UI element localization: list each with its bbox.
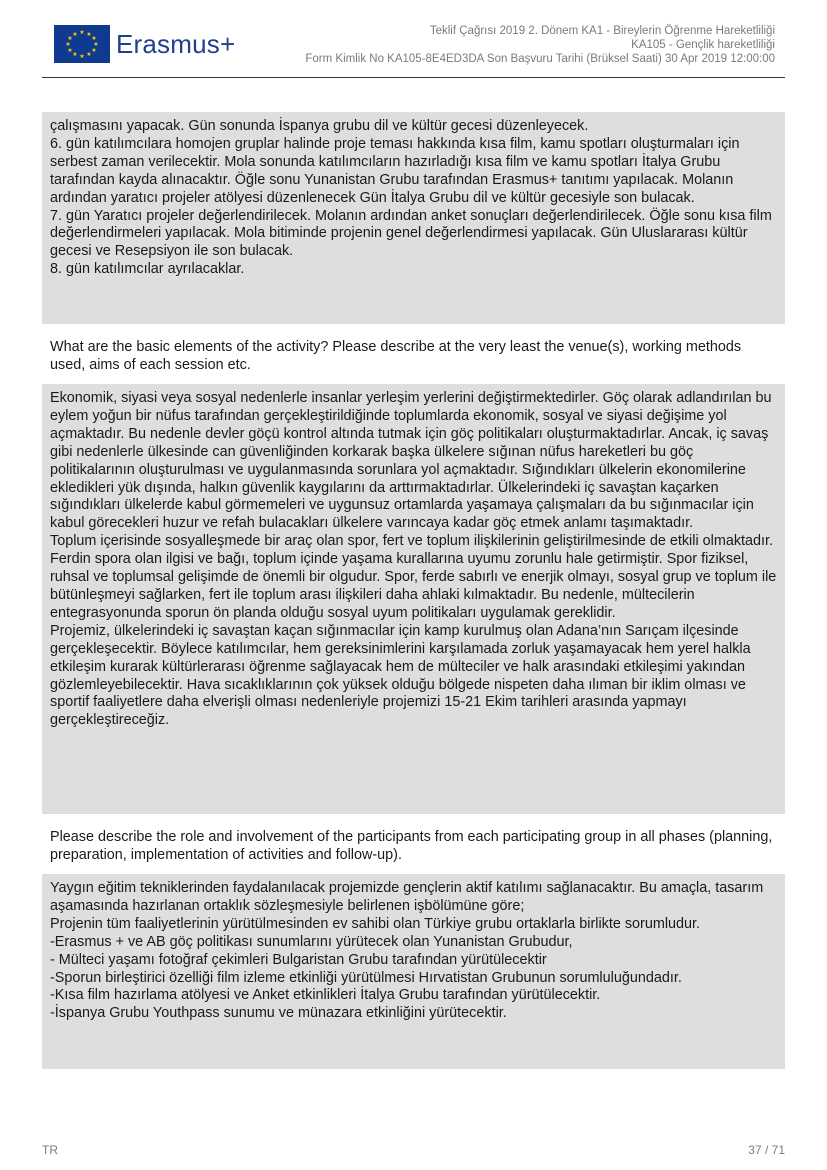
svg-text:★: ★ [93,41,99,48]
erasmus-logo [54,24,235,64]
page-number: 37 / 71 [748,1143,785,1157]
action-type: KA105 - Gençlik hareketliliği [631,39,775,51]
answer-paragraph: 6. gün katılımcılara homojen gruplar halinde proje teması hakkında kısa film, kamu spotları oluşturmaları için serbest zaman verilecektir. Mola sonunda katılımcıların hazırladığı kısa film ve kamu spotları İtalya Grubu tarafından kayda alınacaktır. Öğle sonu Yunanistan Grubu tarafından Erasmus+ tanıtımı yapılacak. Molanın ardından yaratıcı projeler atölyesi düzenlenecek Gün İtalya Grubu dil ve kültür gecesiyle son bulacak. [50,135,740,206]
answer-paragraph: 7. gün Yaratıcı projeler değerlendirilecek. Molanın ardından anket sonuçları değerlendirilecek. Öğle sonu kısa film değerlendirmeleri yapılacak. Mola bitiminde projenin genel değerlendirmesi yapılacak. Gün Uluslararası kültür gecesi ve Resepsiyon ile son bulacak. [50,207,772,260]
answer-paragraph: 8. gün katılımcılar ayrılacaklar. [50,261,245,278]
answer-box-activity-elements [42,384,785,814]
question-activity-elements [42,333,785,381]
answer-paragraph: Yaygın eğitim tekniklerinden faydalanılacak projemizde gençlerin aktif katılımı sağlanacaktır. Bu amaçla, tasarım aşamasında hazırlanan ortaklık sözleşmesiyle belirlenen işbölümüne göre; [50,880,764,914]
answer-paragraph: Toplum içerisinde sosyalleşmede bir araç olan spor, fert ve toplum ilişkilerinin geliştirilmesinde de etkili olmaktadır. Ferdin spora olan ilgisi ve bağı, toplum içinde yaşama kurallarına uyumu zorunlu hale getirmiştir. Spor fiziksel, ruhsal ve toplumsal gelişimde de önemli bir olgudur. Spor, ferde sabırlı ve enerjik olmayı, sosyal grup ve toplum ile bütünleşmeyi sağlarken, fert ile toplum arası ilişkileri daha ahlaki kılmaktadır. Bu nedenle, mültecilerin entegrasyonunda sporun ön planda olduğu sosyal uyum politikaları uygulamak gereklidir. [50,533,777,621]
svg-text:★: ★ [91,35,97,42]
answer-paragraph: Projenin tüm faaliyetlerinin yürütülmesinden ev sahibi olan Türkiye grubu ortaklarla birlikte sorumludur. [50,915,701,932]
svg-text:★: ★ [79,29,85,36]
answer-paragraph: -Erasmus + ve AB göç politikası sunumlarını yürütecek olan Yunanistan Grubudur, [50,933,573,950]
answer-paragraph: -Sporun birleştirici özelliği film izleme etkinliği yürütülmesi Hırvatistan Grubunun sorumluluğundadır. [50,969,682,986]
answer-paragraph: -İspanya Grubu Youthpass sunumu ve münazara etkinliğini yürütecektir. [50,1005,507,1022]
svg-text:★: ★ [67,35,73,42]
question-participant-roles [42,823,785,871]
svg-text:★: ★ [79,53,85,60]
call-info [305,24,775,66]
question-text: What are the basic elements of the activity? Please describe at the very least the venue(s), working methods used, aims of each session etc. [50,339,742,373]
form-id-deadline: Form Kimlik No KA105-8E4ED3DA Son Başvuru Tarihi (Brüksel Saati) 30 Apr 2019 12:00:00 [305,53,775,65]
answer-paragraph: Projemiz, ülkelerindeki iç savaştan kaçan sığınmacılar için kamp kurulmuş olan Adana’nın Sarıçam ilçesinde gerçekleşecektir. Böylece katılımcılar, hem gereksinimlerini karşılamada zorluk yaşamayacak hem yerel halkla etkileşim kurarak kültürlerarası öğrenme sağlayacak hem de mülteciler ve halk arasındaki etkileşimi yakından gözlemleyebilecektir. Hava sıcaklıklarının çok yüksek olduğu bölgede nispeten daha ılıman bir iklim olması ve sportif faaliyetlere daha elverişli olması nedenleriyle projemizi 15-21 Ekim tarihleri arasında yapmayı gerçekleştireceğiz. [50,622,751,729]
footer-language: TR [42,1143,58,1157]
svg-text:★: ★ [72,31,78,38]
page-header [42,0,785,78]
svg-text:★: ★ [86,51,92,58]
question-text: Please describe the role and involvement of the participants from each participating group in all phases (planning, preparation, implementation of activities and follow-up). [50,829,773,863]
answer-paragraph: Ekonomik, siyasi veya sosyal nedenlerle insanlar yerleşim yerlerini değiştirmektedirler. Göç olarak adlandırılan bu eylem yoğun bir nüfus tarafından gerçekleştirildiğinde toplumlarda ekonomik, sosyal ve siyasi değişime yol açmaktadır. Bu nedenle devler göçü kontrol altında tutmak için göç politikaları oluşturmaktadırlar. Ancak, iç savaş gibi nedenlerle ülkesinde can güvenliğinden korkarak başka ülkelere sığınan nüfus hareketleri bu göç politikalarının oluşturulması ve uygulanmasında sorunlara yol açmaktadır. Sığındıkları ülkelerin ekonomilerine ekledikleri yük dışında, halkın güvenlik kaygılarını da arttırmaktadırlar. Ülkelerindeki iç savaştan kaçarken sığındıkları ülkelerde kabul görmemeleri ve uygunsuz ortamlarda yaşamaya çalışmaları da bu sığınmacılar için kabul görecekleri huzur ve refah bulacakları ülkelere varıncaya kadar göç etmek anlamı taşımaktadır. [50,390,772,532]
brand-name: Erasmus+ [116,28,236,59]
answer-paragraph: çalışmasını yapacak. Gün sonunda İspanya grubu dil ve kültür gecesi düzenleyecek. [50,118,589,134]
svg-text:★: ★ [72,51,78,58]
eu-flag-icon [54,25,110,63]
answer-box-participant-roles [42,874,785,1069]
answer-box-schedule [42,112,785,324]
svg-text:★: ★ [65,41,71,48]
svg-text:★: ★ [91,47,97,54]
call-title: Teklif Çağrısı 2019 2. Dönem KA1 - Bireylerin Öğrenme Hareketliliği [429,25,775,37]
answer-paragraph: -Kısa film hazırlama atölyesi ve Anket etkinlikleri İtalya Grubu tarafından yürütülecektir. [50,987,601,1004]
svg-text:★: ★ [67,47,73,54]
answer-paragraph: - Mülteci yaşamı fotoğraf çekimleri Bulgaristan Grubu tarafından yürütülecektir [50,951,547,968]
svg-text:★: ★ [86,31,92,38]
